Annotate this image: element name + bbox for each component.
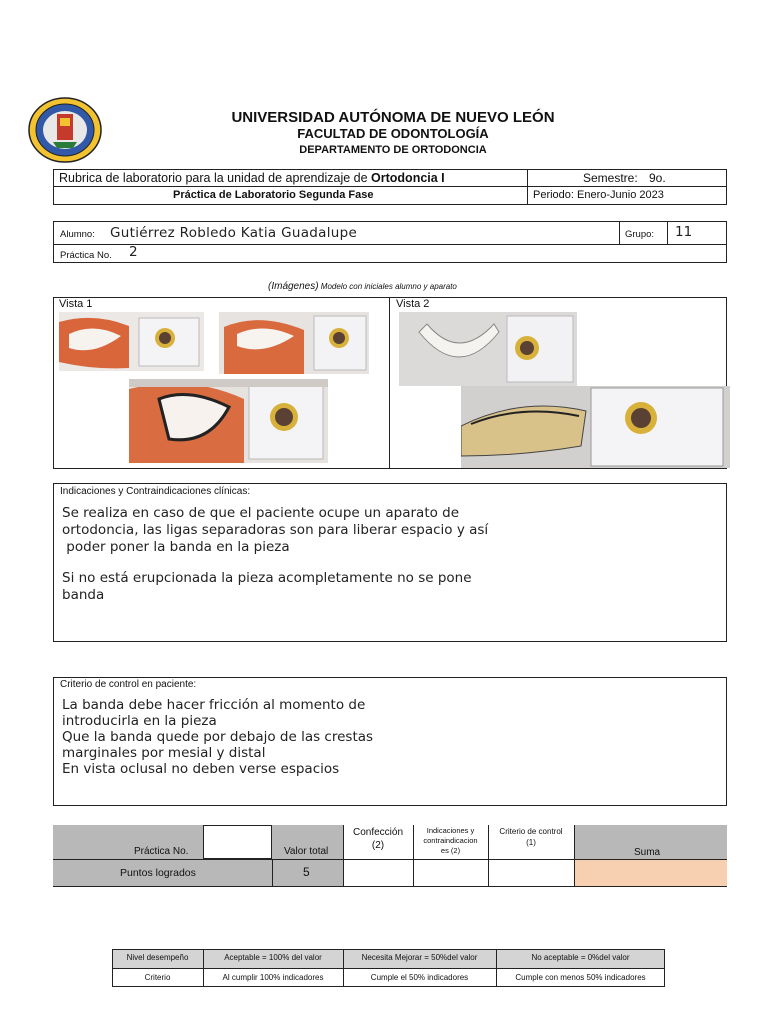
indications-label: Indicaciones y Contraindicaciones clínicas: [60, 486, 251, 497]
practice-no-label: Práctica No. [60, 250, 112, 261]
university-title: UNIVERSIDAD AUTÓNOMA DE NUEVO LEÓN [231, 109, 555, 126]
score-col-confeccion: Confección (2) [352, 827, 404, 851]
control-line-4: marginales por mesial y distal [62, 745, 266, 761]
control-line-3: Que la banda quede por debajo de las crestas [62, 729, 374, 745]
department-title: DEPARTAMENTO DE ORTODONCIA [299, 144, 487, 156]
images-caption: (Imágenes) Modelo con iniciales alumno y aparato [268, 281, 457, 292]
score-col-criterio: Criterio de control (1) [499, 827, 563, 847]
legend-header-level: Nivel desempeño [126, 953, 189, 962]
student-name-value: Gutiérrez Robledo Katia Guadalupe [110, 225, 358, 241]
dental-model-photo-2 [219, 312, 369, 374]
dental-model-photo-3 [129, 379, 328, 463]
practice-title: Práctica de Laboratorio Segunda Fase [173, 189, 374, 201]
period: Periodo: Enero-Junio 2023 [533, 189, 664, 201]
score-total-value: 5 [303, 865, 310, 879]
view1-label: Vista 1 [59, 298, 93, 310]
legend-header-not-acceptable: No aceptable = 0%del valor [531, 953, 630, 962]
semester-value: 9o. [649, 171, 666, 185]
control-label: Criterio de control en paciente: [60, 679, 197, 690]
control-line-2: introducirla en la pieza [62, 713, 217, 729]
score-practice-label: Práctica No. [134, 846, 189, 857]
legend-header-improve: Necesita Mejorar = 50%del valor [361, 953, 478, 962]
indications-line-3: poder poner la banda en la pieza [62, 539, 290, 555]
control-line-1: La banda debe hacer fricción al momento de [62, 697, 366, 713]
indications-line-1: Se realiza en caso de que el paciente ocupe un aparato de [62, 505, 460, 521]
indications-line-6: banda [62, 587, 105, 603]
rubric-title: Rubrica de laboratorio para la unidad de aprendizaje de Ortodoncia I [59, 171, 445, 185]
indications-line-2: ortodoncia, las ligas separadoras son para liberar espacio y así [62, 522, 489, 538]
practice-no-value: 2 [129, 244, 138, 260]
score-points-label: Puntos logrados [120, 867, 196, 879]
group-value: 11 [675, 224, 693, 240]
legend-row-not-acceptable: Cumple con menos 50% indicadores [515, 973, 646, 982]
indications-line-5: Si no está erupcionada la pieza acompletamente no se pone [62, 570, 472, 586]
faculty-title: FACULTAD DE ODONTOLOGÍA [297, 126, 489, 141]
legend-row-criterio: Criterio [144, 973, 171, 982]
student-name-label: Alumno: [60, 229, 95, 240]
score-col-indicaciones: Indicaciones y contraindicacion es (2) [423, 826, 478, 855]
legend-header-acceptable: Aceptable = 100% del valor [224, 953, 322, 962]
dental-model-photo-5 [461, 386, 730, 468]
dental-model-photo-1 [59, 312, 204, 371]
group-label: Grupo: [625, 229, 655, 240]
score-total-label: Valor total [284, 846, 329, 857]
view2-label: Vista 2 [396, 298, 430, 310]
legend-row-acceptable: Al cumplir 100% indicadores [222, 973, 324, 982]
legend-row-improve: Cumple el 50% indicadores [370, 973, 469, 982]
score-col-suma: Suma [634, 847, 661, 858]
dental-model-photo-4 [399, 312, 577, 386]
semester-label: Semestre: [583, 171, 638, 185]
control-line-5: En vista oclusal no deben verse espacios [62, 761, 340, 777]
